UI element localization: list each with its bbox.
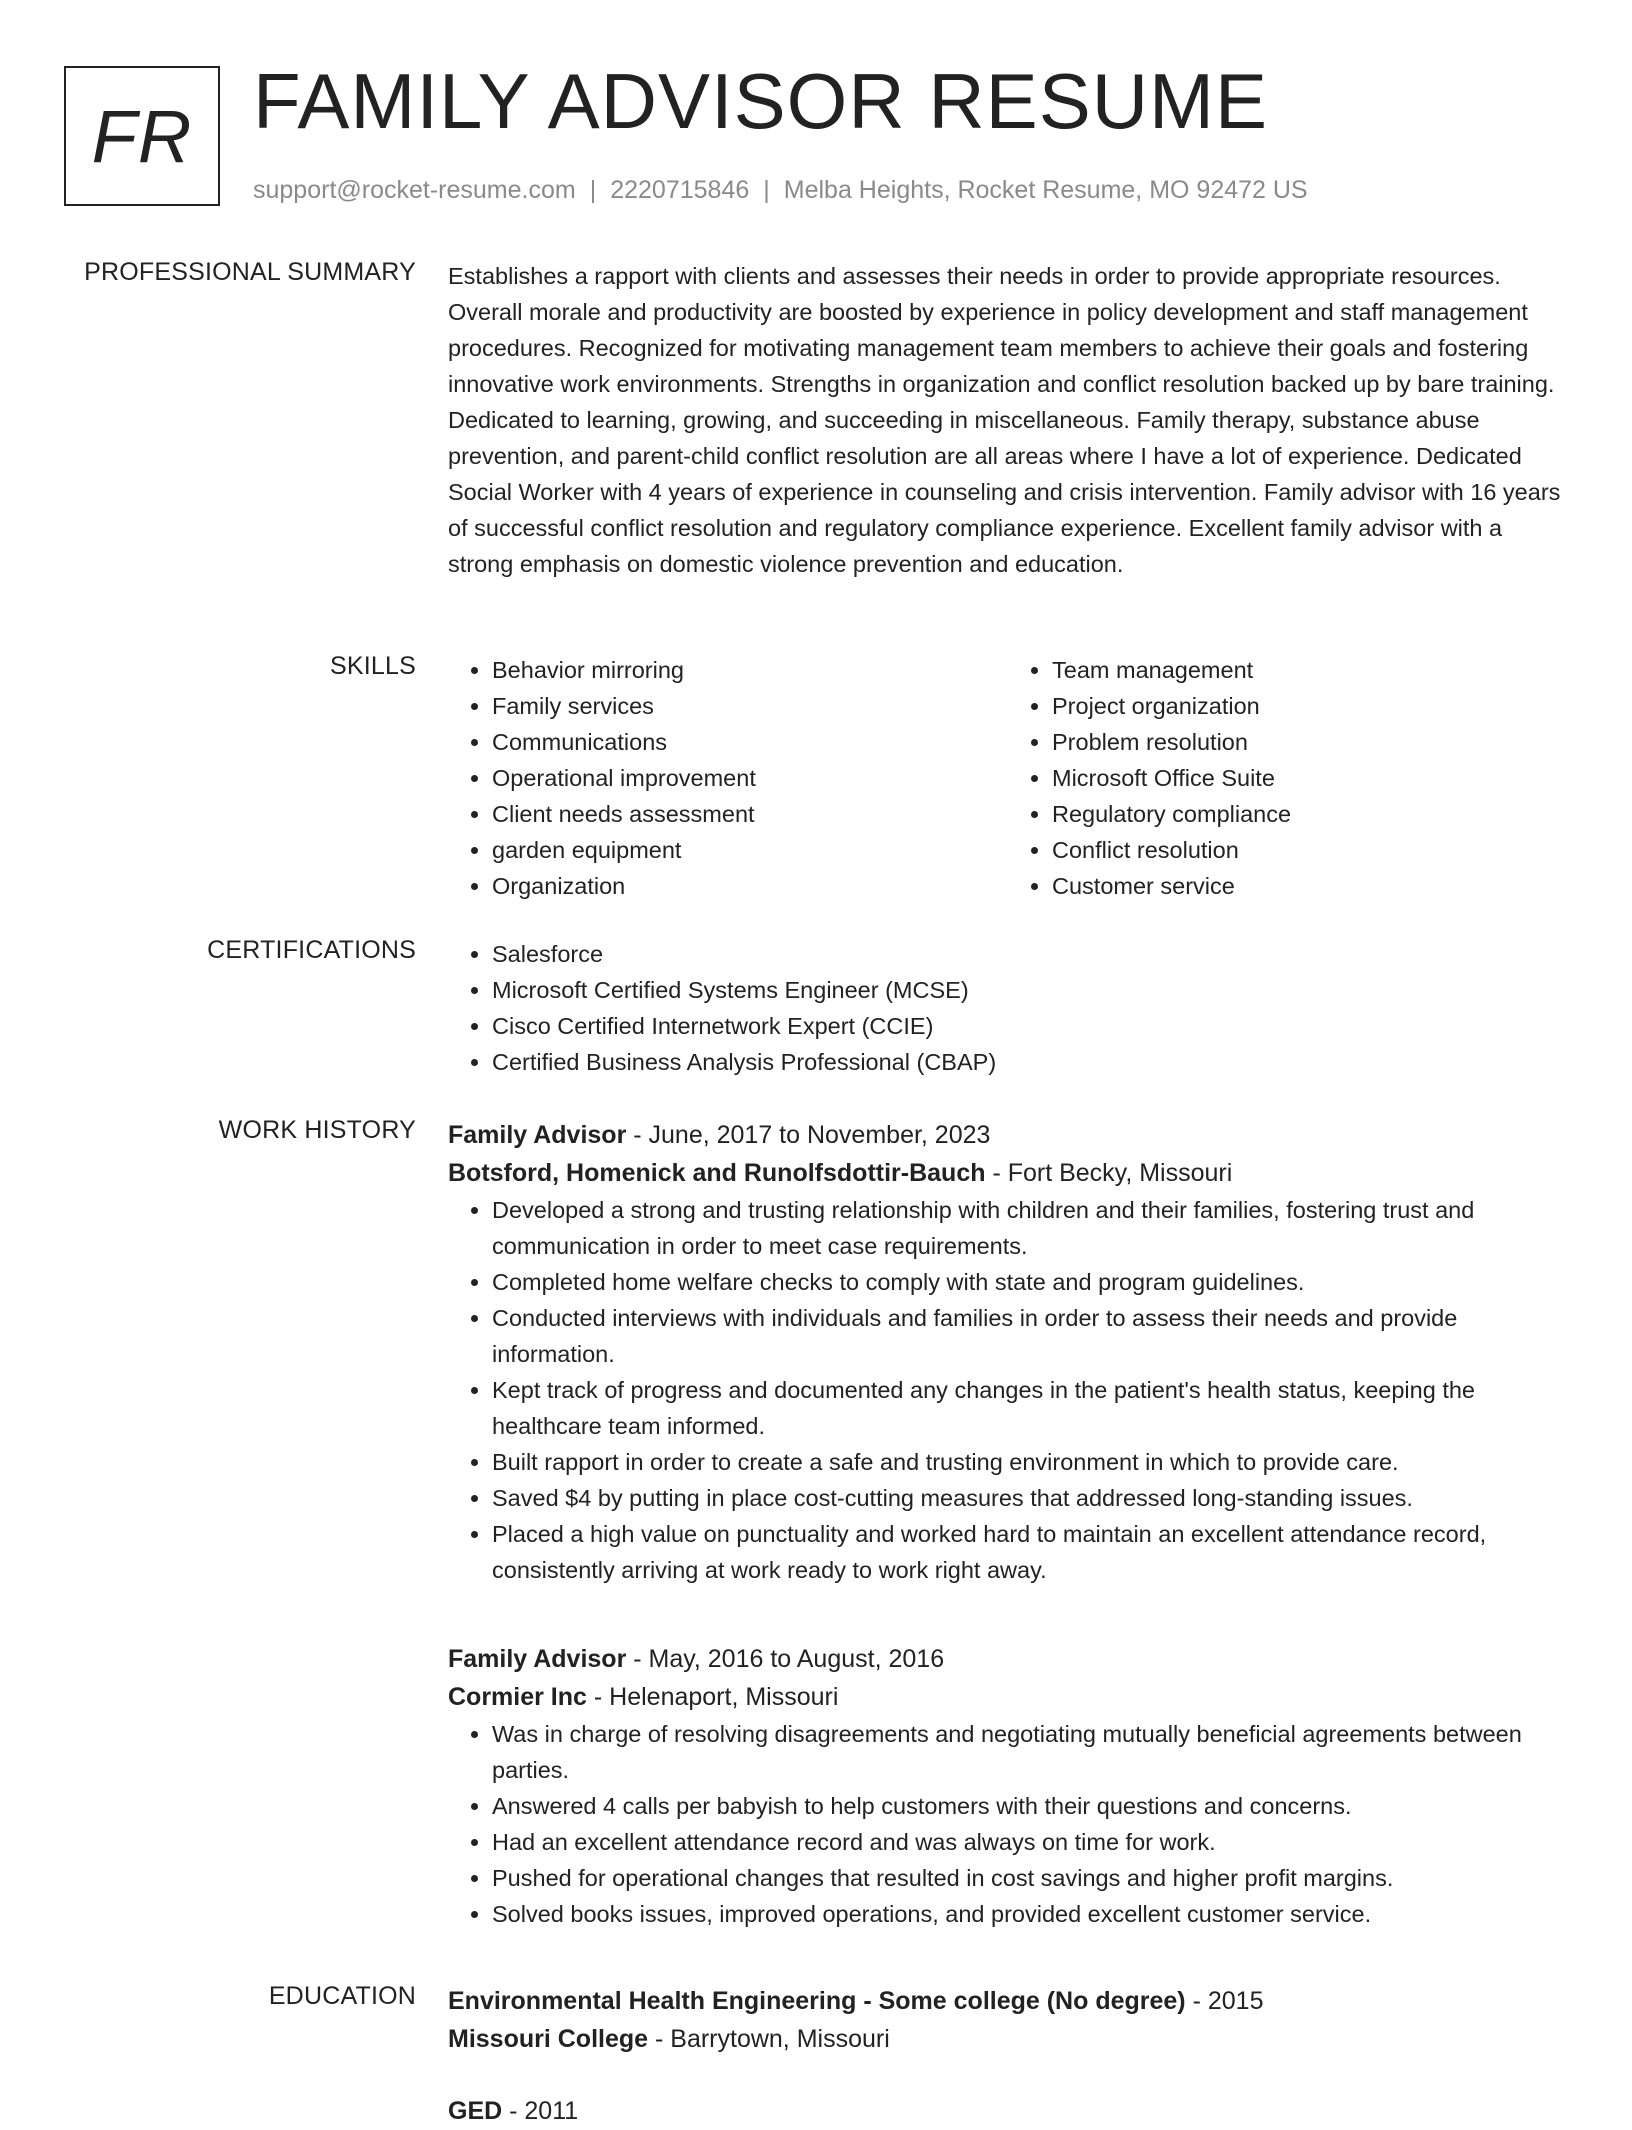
education-school-line (448, 2020, 1568, 2058)
job-company: Cormier Inc (448, 1683, 587, 1711)
certification-item: • Salesforce (492, 936, 1568, 972)
job-bullet: • Built rapport in order to create a safe and trusting environment in which to provide care. (492, 1444, 1568, 1480)
education-location: - Barrytown, Missouri (648, 2025, 890, 2053)
job-bullet: • Pushed for operational changes that resulted in cost savings and higher profit margins. (492, 1860, 1568, 1896)
education-entry (448, 1982, 1568, 2058)
job-bullet: • Developed a strong and trusting relationship with children and their families, fostering trust and communication in order to meet case requirements. (492, 1192, 1568, 1264)
certification-item: • Cisco Certified Internetwork Expert (CCIE) (492, 1008, 1568, 1044)
skill-item: • Project organization (1052, 688, 1568, 724)
summary-text: Establishes a rapport with clients and assesses their needs in order to provide appropriate resources. Overall morale and productivity are boosted by experience in policy development and staff management procedures. Recognized for motivating management team members to achieve their goals and fostering innovative work environments. Strengths in organization and conflict resolution backed up by bare training. Dedicated to learning, growing, and succeeding in miscellaneous. Family therapy, substance abuse prevention, and parent-child conflict resolution are all areas where I have a lot of experience. Dedicated Social Worker with 4 years of experience in counseling and crisis intervention. Family advisor with 16 years of successful conflict resolution and regulatory compliance experience. Excellent family advisor with a strong emphasis on domestic violence prevention and education. (448, 263, 1561, 577)
job-bullets (448, 1716, 1568, 1932)
job-title: Family Advisor (448, 1121, 627, 1149)
skill-item: • Team management (1052, 652, 1568, 688)
skill-item: • Problem resolution (1052, 724, 1568, 760)
section-label: CERTIFICATIONS (207, 936, 416, 964)
job-title-line (448, 1640, 1568, 1678)
education-school: Missouri College (448, 2025, 649, 2053)
job-bullet: • Conducted interviews with individuals and families in order to assess their needs and provide information. (492, 1300, 1568, 1372)
job-bullet: • Kept track of progress and documented any changes in the patient's health status, keeping the healthcare team informed. (492, 1372, 1568, 1444)
job-location: - Helenaport, Missouri (586, 1683, 839, 1711)
contact-phone: 2220715846 (610, 176, 750, 204)
skill-item: • Regulatory compliance (1052, 796, 1568, 832)
contact-email[interactable]: support@rocket-resume.com (253, 176, 576, 204)
contact-line (253, 176, 1308, 205)
job-bullet: • Solved books issues, improved operations, and provided excellent customer service. (492, 1896, 1568, 1932)
job-dates: - June, 2017 to November, 2023 (626, 1121, 991, 1149)
contact-address: Melba Heights, Rocket Resume, MO 92472 US (783, 176, 1308, 204)
skill-item: • garden equipment (492, 832, 1008, 868)
job-entry (448, 1640, 1568, 1932)
certification-item: • Microsoft Certified Systems Engineer (MCSE) (492, 972, 1568, 1008)
job-dates: - May, 2016 to August, 2016 (626, 1645, 945, 1673)
certification-item: • Certified Business Analysis Professional (CBAP) (492, 1044, 1568, 1080)
job-title: Family Advisor (448, 1645, 627, 1673)
education-degree: GED (448, 2097, 503, 2125)
skill-item: • Family services (492, 688, 1008, 724)
skill-item: • Communications (492, 724, 1008, 760)
skill-item: • Behavior mirroring (492, 652, 1008, 688)
skill-item: • Organization (492, 868, 1008, 904)
education-year: - 2015 (1185, 1987, 1264, 2015)
job-bullet: • Placed a high value on punctuality and worked hard to maintain an excellent attendance record, consistently arriving at work ready to work right away. (492, 1516, 1568, 1588)
skills-list-left (448, 652, 1008, 904)
education-degree-line (448, 2092, 1568, 2130)
job-bullet: • Completed home welfare checks to comply with state and program guidelines. (492, 1264, 1568, 1300)
skill-item: • Client needs assessment (492, 796, 1008, 832)
contact-separator: | (589, 176, 597, 204)
section-label: PROFESSIONAL SUMMARY (84, 258, 416, 286)
contact-separator: | (763, 176, 770, 204)
education-entry (448, 2092, 1568, 2130)
job-bullet: • Had an excellent attendance record and was always on time for work. (492, 1824, 1568, 1860)
education-degree: Environmental Health Engineering - Some college (No degree) (448, 1987, 1186, 2015)
skill-item: • Conflict resolution (1052, 832, 1568, 868)
education-year: - 2011 (502, 2097, 579, 2125)
job-bullet: • Answered 4 calls per babyish to help customers with their questions and concerns. (492, 1788, 1568, 1824)
skills-body (448, 652, 1568, 904)
section-label: WORK HISTORY (218, 1116, 416, 1144)
section-label: SKILLS (330, 652, 416, 680)
skill-item: • Operational improvement (492, 760, 1008, 796)
page-title: FAMILY ADVISOR RESUME (253, 57, 1269, 145)
skill-item: • Microsoft Office Suite (1052, 760, 1568, 796)
job-company-line (448, 1678, 1568, 1716)
skill-item: • Customer service (1052, 868, 1568, 904)
job-bullet: • Was in charge of resolving disagreements and negotiating mutually beneficial agreements between parties. (492, 1716, 1568, 1788)
job-bullets (448, 1192, 1568, 1588)
skills-list-right (1008, 652, 1568, 904)
job-location: - Fort Becky, Missouri (985, 1159, 1233, 1187)
section-label: EDUCATION (268, 1982, 416, 2010)
job-title-line (448, 1116, 1568, 1154)
job-company-line (448, 1154, 1568, 1192)
certifications-list (448, 936, 1568, 1080)
job-entry (448, 1116, 1568, 1588)
monogram-initials: FR (64, 66, 220, 206)
education-degree-line (448, 1982, 1568, 2020)
certifications-body (448, 936, 1568, 1080)
job-company: Botsford, Homenick and Runolfsdottir-Bauch (448, 1159, 986, 1187)
job-bullet: • Saved $4 by putting in place cost-cutting measures that addressed long-standing issues. (492, 1480, 1568, 1516)
